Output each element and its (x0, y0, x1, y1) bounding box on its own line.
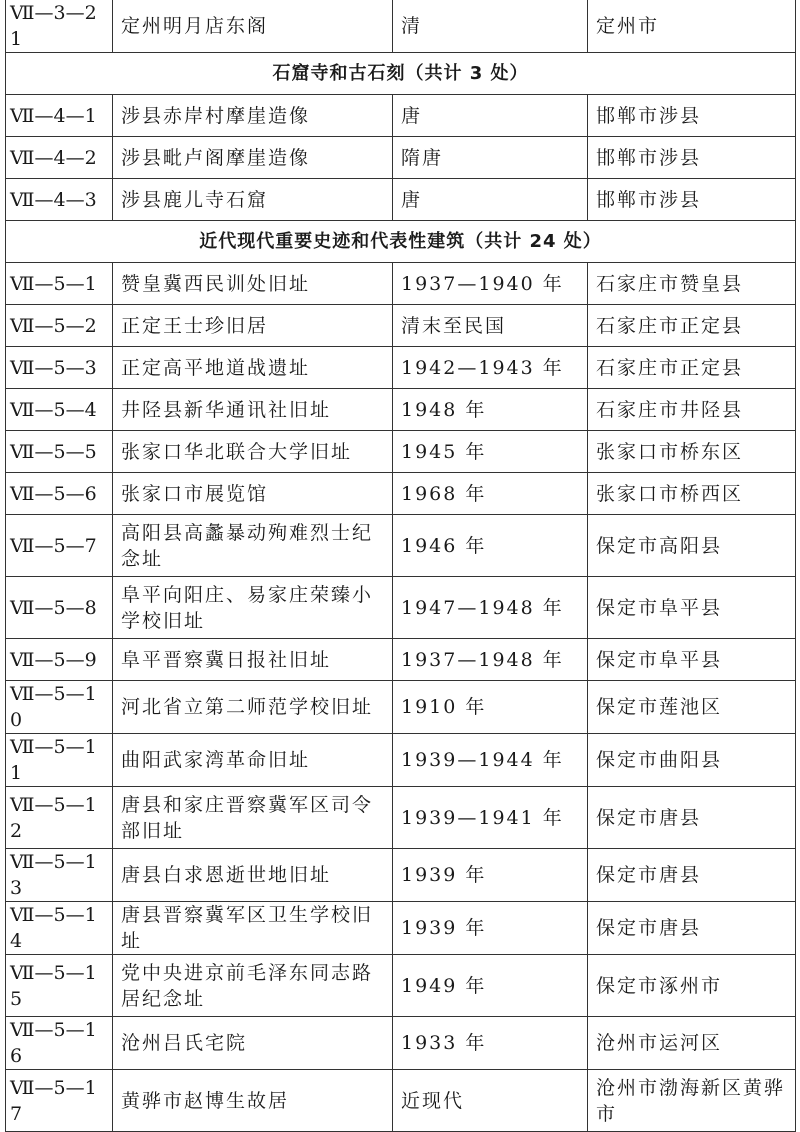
site-era-cell: 1939—1944 年 (393, 734, 588, 787)
table-row (6, 515, 796, 577)
section-header-row (6, 53, 796, 95)
section-title: 近代现代重要史迹和代表性建筑（共计 24 处） (6, 221, 796, 263)
site-location-cell: 沧州市运河区 (588, 1017, 796, 1070)
site-location-cell: 石家庄市正定县 (588, 347, 796, 389)
heritage-table (5, 0, 796, 1132)
site-location-cell: 石家庄市赞皇县 (588, 263, 796, 305)
site-name-cell: 定州明月店东阁 (113, 0, 393, 53)
site-id-cell: Ⅶ—5—9 (6, 639, 113, 681)
site-era-cell: 1946 年 (393, 515, 588, 577)
site-id-cell: Ⅶ—5—7 (6, 515, 113, 577)
site-location-cell: 保定市唐县 (588, 902, 796, 955)
table-row (6, 849, 796, 902)
site-name-cell: 唐县晋察冀军区卫生学校旧址 (113, 902, 393, 955)
table-row (6, 431, 796, 473)
site-name-cell: 阜平向阳庄、易家庄荣臻小学校旧址 (113, 577, 393, 639)
site-name-cell: 涉县赤岸村摩崖造像 (113, 95, 393, 137)
table-row (6, 681, 796, 734)
site-name-cell: 正定王士珍旧居 (113, 305, 393, 347)
table-row (6, 577, 796, 639)
site-era-cell: 1937—1948 年 (393, 639, 588, 681)
site-name-cell: 涉县鹿儿寺石窟 (113, 179, 393, 221)
table-row (6, 1070, 796, 1132)
site-location-cell: 邯郸市涉县 (588, 95, 796, 137)
site-era-cell: 1910 年 (393, 681, 588, 734)
site-era-cell: 1949 年 (393, 955, 588, 1017)
site-era-cell: 1933 年 (393, 1017, 588, 1070)
site-id-cell: Ⅶ—4—1 (6, 95, 113, 137)
site-id-cell: Ⅶ—5—14 (6, 902, 113, 955)
site-id-cell: Ⅶ—3—21 (6, 0, 113, 53)
site-location-cell: 保定市唐县 (588, 849, 796, 902)
site-location-cell: 邯郸市涉县 (588, 179, 796, 221)
table-row (6, 1017, 796, 1070)
site-id-cell: Ⅶ—5—4 (6, 389, 113, 431)
site-id-cell: Ⅶ—5—17 (6, 1070, 113, 1132)
table-row (6, 263, 796, 305)
site-era-cell: 清 (393, 0, 588, 53)
table-row (6, 473, 796, 515)
site-name-cell: 沧州吕氏宅院 (113, 1017, 393, 1070)
heritage-list-document (5, 0, 795, 1132)
site-name-cell: 井陉县新华通讯社旧址 (113, 389, 393, 431)
table-row (6, 0, 796, 53)
section-header-row (6, 221, 796, 263)
site-name-cell: 张家口市展览馆 (113, 473, 393, 515)
site-location-cell: 保定市阜平县 (588, 639, 796, 681)
site-id-cell: Ⅶ—5—5 (6, 431, 113, 473)
site-name-cell: 唐县和家庄晋察冀军区司令部旧址 (113, 787, 393, 849)
site-era-cell: 1945 年 (393, 431, 588, 473)
table-row (6, 347, 796, 389)
table-row (6, 179, 796, 221)
table-row (6, 955, 796, 1017)
site-name-cell: 高阳县高蠡暴动殉难烈士纪念址 (113, 515, 393, 577)
site-id-cell: Ⅶ—5—3 (6, 347, 113, 389)
table-row (6, 95, 796, 137)
site-location-cell: 张家口市桥西区 (588, 473, 796, 515)
site-id-cell: Ⅶ—5—10 (6, 681, 113, 734)
site-name-cell: 赞皇冀西民训处旧址 (113, 263, 393, 305)
site-era-cell: 1939—1941 年 (393, 787, 588, 849)
site-name-cell: 阜平晋察冀日报社旧址 (113, 639, 393, 681)
site-name-cell: 党中央进京前毛泽东同志路居纪念址 (113, 955, 393, 1017)
site-id-cell: Ⅶ—4—3 (6, 179, 113, 221)
site-location-cell: 邯郸市涉县 (588, 137, 796, 179)
table-row (6, 305, 796, 347)
site-id-cell: Ⅶ—4—2 (6, 137, 113, 179)
heritage-table-body (6, 0, 796, 1132)
site-name-cell: 黄骅市赵博生故居 (113, 1070, 393, 1132)
table-row (6, 137, 796, 179)
site-location-cell: 沧州市渤海新区黄骅市 (588, 1070, 796, 1132)
site-id-cell: Ⅶ—5—12 (6, 787, 113, 849)
site-era-cell: 唐 (393, 95, 588, 137)
site-location-cell: 石家庄市正定县 (588, 305, 796, 347)
table-row (6, 389, 796, 431)
site-id-cell: Ⅶ—5—15 (6, 955, 113, 1017)
site-name-cell: 涉县毗卢阁摩崖造像 (113, 137, 393, 179)
table-row (6, 639, 796, 681)
site-name-cell: 张家口华北联合大学旧址 (113, 431, 393, 473)
site-id-cell: Ⅶ—5—2 (6, 305, 113, 347)
site-location-cell: 保定市高阳县 (588, 515, 796, 577)
site-location-cell: 保定市唐县 (588, 787, 796, 849)
site-location-cell: 保定市曲阳县 (588, 734, 796, 787)
site-id-cell: Ⅶ—5—8 (6, 577, 113, 639)
site-era-cell: 1939 年 (393, 902, 588, 955)
site-id-cell: Ⅶ—5—1 (6, 263, 113, 305)
table-row (6, 734, 796, 787)
site-id-cell: Ⅶ—5—11 (6, 734, 113, 787)
table-row (6, 902, 796, 955)
site-id-cell: Ⅶ—5—16 (6, 1017, 113, 1070)
site-location-cell: 定州市 (588, 0, 796, 53)
site-name-cell: 河北省立第二师范学校旧址 (113, 681, 393, 734)
site-name-cell: 唐县白求恩逝世地旧址 (113, 849, 393, 902)
site-location-cell: 保定市莲池区 (588, 681, 796, 734)
site-name-cell: 曲阳武家湾革命旧址 (113, 734, 393, 787)
site-era-cell: 1942—1943 年 (393, 347, 588, 389)
site-location-cell: 石家庄市井陉县 (588, 389, 796, 431)
site-era-cell: 1939 年 (393, 849, 588, 902)
site-era-cell: 隋唐 (393, 137, 588, 179)
site-id-cell: Ⅶ—5—6 (6, 473, 113, 515)
site-era-cell: 唐 (393, 179, 588, 221)
table-row (6, 787, 796, 849)
site-era-cell: 1937—1940 年 (393, 263, 588, 305)
section-title: 石窟寺和古石刻（共计 3 处） (6, 53, 796, 95)
site-location-cell: 张家口市桥东区 (588, 431, 796, 473)
site-name-cell: 正定高平地道战遗址 (113, 347, 393, 389)
site-location-cell: 保定市阜平县 (588, 577, 796, 639)
site-location-cell: 保定市涿州市 (588, 955, 796, 1017)
site-era-cell: 清末至民国 (393, 305, 588, 347)
site-era-cell: 1947—1948 年 (393, 577, 588, 639)
site-era-cell: 1948 年 (393, 389, 588, 431)
site-id-cell: Ⅶ—5—13 (6, 849, 113, 902)
site-era-cell: 1968 年 (393, 473, 588, 515)
site-era-cell: 近现代 (393, 1070, 588, 1132)
